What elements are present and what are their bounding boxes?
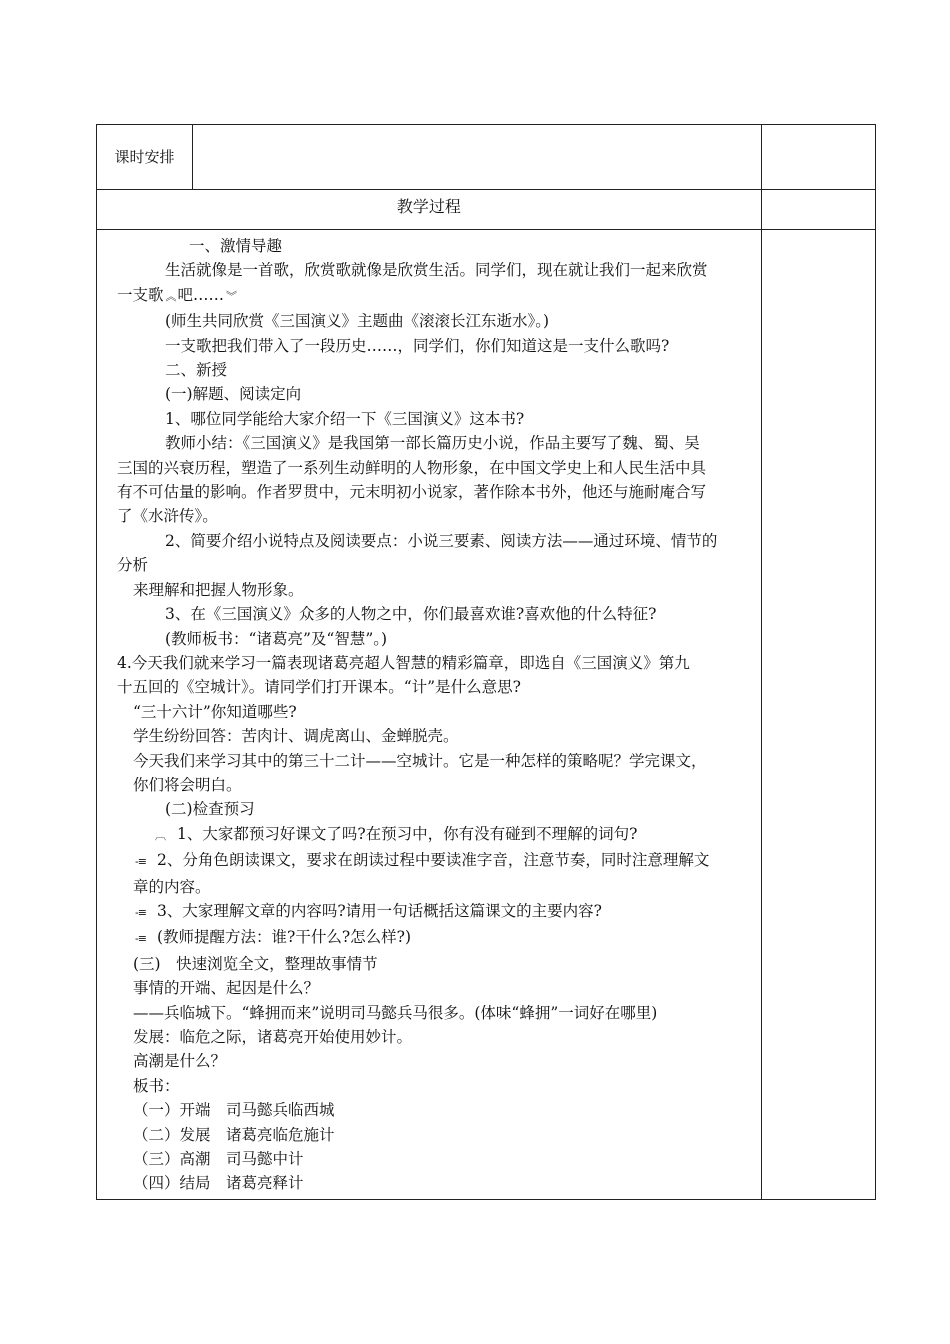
text-line: (一)解题、阅读定向 — [165, 385, 302, 404]
eq-mark: -≡ — [135, 855, 146, 869]
lesson-plan-table — [96, 124, 876, 1200]
text-line: 高潮是什么？ — [133, 1052, 227, 1071]
text-line: ——兵临城下。“蜂拥而来”说明司马懿兵马很多。(体味“蜂拥”一词好在哪里) — [133, 1003, 658, 1022]
text-line: 分析 — [117, 556, 149, 575]
text-line: 2、简要介绍小说特点及阅读要点：小说三要素、阅读方法——通过环境、情节的 — [165, 531, 718, 550]
text-line: (师生共同欣赏《三国演义》主题曲《滚滚长江东逝水》。) — [165, 312, 550, 331]
text-line: 今天我们来学习其中的第三十二计——空城计。它是一种怎样的策略呢？学完课文， — [133, 751, 707, 770]
text-line: 一、激情导趣 — [189, 237, 283, 255]
text-line: (三) 快速浏览全文，整理故事情节 — [133, 954, 378, 973]
text-line: (教师板书：“诸葛亮”及“智慧”。) — [165, 629, 388, 648]
process-header: 教学过程 — [97, 190, 762, 230]
schedule-label: 课时安排 — [97, 125, 193, 190]
text-line: 事情的开端、起因是什么？ — [133, 979, 320, 998]
text-line: （四）结局 诸葛亮释计 — [133, 1174, 304, 1193]
text-line: -≡ 3、大家理解文章的内容吗?请用一句话概括这篇课文的主要内容? — [117, 899, 753, 925]
eq-mark: -≡ — [135, 932, 146, 946]
process-content-row — [97, 230, 876, 1200]
text-line: 学生纷纷回答：苦肉计、调虎离山、金蝉脱壳。 — [133, 727, 459, 746]
text-line: （一）开端 司马懿兵临西城 — [133, 1101, 335, 1120]
text-line: 了《水浒传》。 — [117, 507, 218, 526]
text-line: （三）高潮 司马懿中计 — [133, 1150, 304, 1169]
text-line: 生活就像是一首歌，欣赏歌就像是欣赏生活。同学们，现在就让我们一起来欣赏 — [165, 261, 708, 280]
text-line: “三十六计”你知道哪些? — [133, 702, 297, 721]
text-line: 十五回的《空城计》。请同学们打开课本。“计”是什么意思? — [117, 678, 521, 697]
text-line: ︹ 1、大家都预习好课文了吗?在预习中，你有没有碰到不理解的词句? — [117, 822, 753, 848]
text-line: 4.今天我们就来学习一篇表现诸葛亮超人智慧的精彩篇章，即选自《三国演义》第九 — [117, 653, 690, 672]
schedule-content — [193, 125, 762, 190]
schedule-side — [761, 125, 875, 190]
text-line: 章的内容。 — [133, 877, 211, 896]
text-line: 来理解和把握人物形象。 — [133, 580, 304, 599]
text-line: 你们将会明白。 — [133, 775, 242, 794]
process-header-side — [761, 190, 875, 230]
text-line: (二)检查预习 — [165, 800, 255, 819]
eq-mark: -≡ — [135, 905, 146, 919]
bracket-mark: ︹ — [155, 828, 165, 842]
text-line: 发展：临危之际，诸葛亮开始使用妙计。 — [133, 1028, 413, 1046]
text-line: （二）发展 诸葛亮临危施计 — [133, 1125, 335, 1144]
process-content — [97, 230, 762, 1200]
text-line: 有不可估量的影响。作者罗贯中，元末明初小说家，著作除本书外，他还与施耐庵合写 — [117, 483, 707, 502]
text-line: -≡ 2、分角色朗读课文，要求在朗读过程中要读准字音，注意节奏，同时注意理解文 — [117, 848, 753, 874]
text-line: 一支歌把我们带入了一段历史……，同学们，你们知道这是一支什么歌吗? — [165, 336, 670, 355]
text-line: 3、在《三国演义》众多的人物之中，你们最喜欢谁?喜欢他的什么特征? — [165, 605, 657, 624]
text-line: 二、新授 — [165, 361, 228, 380]
up-mark: ︽ — [165, 289, 176, 303]
process-side — [761, 230, 875, 1200]
text-line: -≡ (教师提醒方法：谁?干什么?怎么样?) — [117, 925, 753, 951]
process-header-row — [97, 190, 876, 230]
schedule-row — [97, 125, 876, 190]
text-line: 板书： — [133, 1076, 180, 1095]
text-line: 1、哪位同学能给大家介绍一下《三国演义》这本书? — [165, 409, 525, 428]
down-mark: ︾ — [226, 289, 237, 303]
text-line: 一支歌 ︽ 吧…… ︾ — [117, 285, 237, 304]
text-line: 三国的兴衰历程，塑造了一系列生动鲜明的人物形象，在中国文学史上和人民生活中具 — [117, 458, 707, 477]
text-line: 教师小结：《三国演义》是我国第一部长篇历史小说，作品主要写了魏、蜀、吴 — [165, 434, 700, 453]
